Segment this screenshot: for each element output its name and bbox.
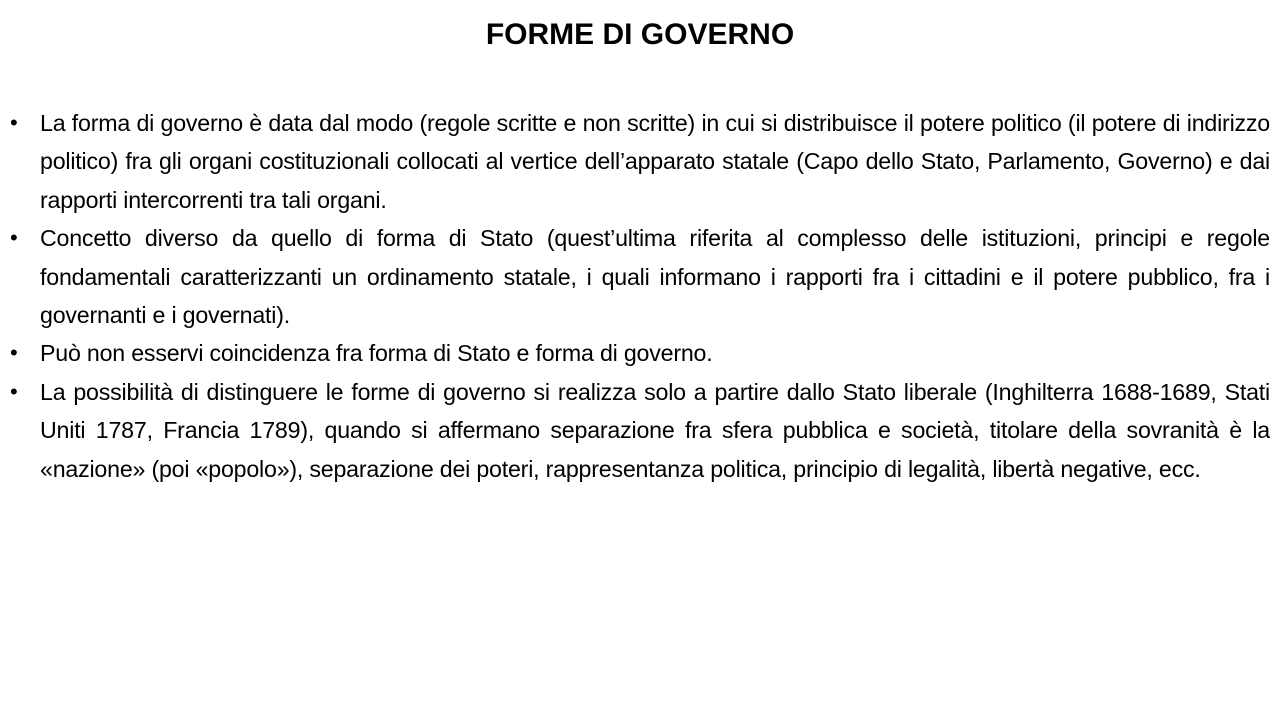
bullet-text: La forma di governo è data dal modo (regole scritte e non scritte) in cui si distribuisce il potere politico (il potere di indirizzo politico) fra gli organi costituzionali collocati al vertice dell’apparato statale (Capo dello Stato, Parlamento, Governo) e dai rapporti intercorrenti tra tali organi.	[40, 110, 1270, 213]
bullet-item	[8, 219, 1270, 334]
bullet-dot-icon: •	[10, 378, 18, 404]
bullet-list	[8, 104, 1270, 488]
bullet-dot-icon: •	[10, 225, 18, 251]
bullet-item	[8, 334, 1270, 372]
bullet-text: La possibilità di distinguere le forme di governo si realizza solo a partire dallo Stato liberale (Inghilterra 1688-1689, Stati Uniti 1787, Francia 1789), quando si affermano separazione fra sfera pubblica e società, titolare della sovranità è la «nazione» (poi «popolo»), separazione dei poteri, rappresentanza politica, principio di legalità, libertà negative, ecc.	[40, 378, 1270, 482]
bullet-dot-icon: •	[10, 110, 18, 135]
bullet-text: Concetto diverso da quello di forma di Stato (quest’ultima riferita al complesso delle istituzioni, principi e regole fondamentali caratterizzanti un ordinamento statale, i quali informano i rapporti fra i cittadini e il potere pubblico, fra i governanti e i governati).	[40, 225, 1270, 329]
bullet-item	[8, 104, 1270, 219]
bullet-dot-icon: •	[10, 340, 18, 366]
slide-title: FORME DI GOVERNO	[485, 18, 795, 51]
bullet-item	[8, 373, 1270, 488]
bullet-text: Può non esservi coincidenza fra forma di Stato e forma di governo.	[40, 340, 713, 367]
